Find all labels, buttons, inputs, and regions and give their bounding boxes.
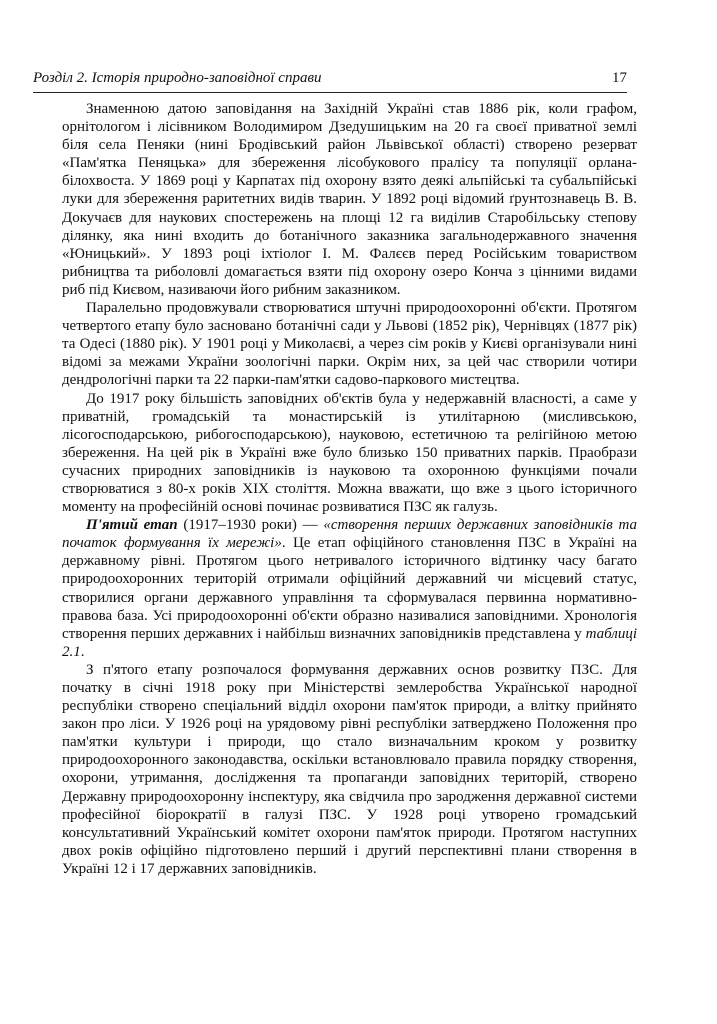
paragraph-2: Паралельно продовжували створюватися штучні природоохоронні об'єкти. Протягом четвертого етапу було засновано ботанічні сади у Львові (1852 рік), Чернівцях (1877 рік) та Одесі (1880 рік). У 1901 році у Миколаєві, а через сім років у Києві організували нині відомі за межами України зоологічні парки. Окрім них, за цей час створили чотири дендрологічні парки та 22 парки-пам'ятки садово-паркового мистецтва. xyxy=(62,300,637,389)
table-reference: таблиці 2.1 xyxy=(62,625,637,660)
page-number: 17 xyxy=(612,70,627,86)
paragraph-stage-5 xyxy=(62,516,637,661)
paragraph-1: Знаменною датою заповідання на Західній Україні став 1886 рік, коли графом, орнітологом і лісівником Володимиром Дзедушицьким на 20 га своєї приватної землі біля села Пеняки (нині Бродівський район Львівської області) створено резерват «Пам'ятка Пеняцька» для збереження лісобукового пралісу та популяції орлана-білохвоста. У 1869 році у Карпатах під охорону взято деякі альпійські та субальпійські луки для збереження раритетних видів тварин. У 1892 році відомий ґрунтознавець В. В. Докучаєв для наукових спостережень на площі 12 га виділив Старобільську степову ділянку, яка нині входить до ботанічного заказника загальнодержавного значення «Юницький». У 1893 році іхтіолог І. М. Фалєєв перед Російським товариством рибництва та риболовлі домагається взяти під охорону озеро Конча з цінними видами риб під Києвом, називаючи його рибним заказником. xyxy=(62,101,637,298)
page-body xyxy=(62,100,637,878)
running-header xyxy=(33,68,627,93)
running-title: Розділ 2. Історія природно-заповідної справи xyxy=(33,70,322,86)
stage-5-label: П'ятий етап xyxy=(86,517,178,534)
stage-5-quote: «створення перших державних заповідників та початок формування їх мережі» xyxy=(62,517,637,552)
stage-5-end: . xyxy=(80,643,85,660)
paragraph-3: До 1917 року більшість заповідних об'єктів була у недержавній власності, а саме у приватній, громадській та монастирській із утилітарною (мисливською, лісогосподарською, рибогосподарською), науковою, естетичною та релігійною метою збереження. На цей рік в Україні вже було близько 150 приватних парків. Праобрази сучасних природних заповідників із науковою та охоронною функціями почали створюватися з 80-х років XIX століття. Можна вважати, що вже з цього історичного моменту на професійній основі починає розвиватися ПЗС як галузь. xyxy=(62,390,637,516)
paragraph-5: З п'ятого етапу розпочалося формування державних основ розвитку ПЗС. Для початку в січні 1918 року при Міністерстві землеробства Української народної республіки створено спеціальний відділ охорони пам'яток природи, а влітку прийнято закон про ліси. У 1926 році на урядовому рівні республіки затверджено Положення про пам'ятки культури і природи, що стало визначальним кроком у розвитку природоохоронного законодавства, оскільки встановлювало правила порядку створення, охорони, утримання, дослідження та пропаганди заповідних територій, створено Державну природоохоронну інспектуру, яка свідчила про зародження державної системи професійної біорократії в галузі ПЗС. У 1928 році утворено громадський консультативний Український комітет охорони пам'яток природи. Протягом наступних двох років офіційно підготовлено перший і другий перспективні плани створення в Україні 12 і 17 державних заповідників. xyxy=(62,661,637,877)
stage-5-text: . Це етап офіційного становлення ПЗС в Україні на державному рівні. Протягом цього нетривалого історичного відтинку часу багато природоохоронних територій отримали офіційний державний чи місцевий статус, створилися органи державного управління та сформувалася первинна нормативно-правова база. Усі природоохоронні об'єкти образно називалися заповідними. Хронологія створення перших державних і найбільш визначних заповідників представлена у xyxy=(62,535,637,642)
stage-5-years: (1917–1930 роки) — xyxy=(177,517,324,534)
